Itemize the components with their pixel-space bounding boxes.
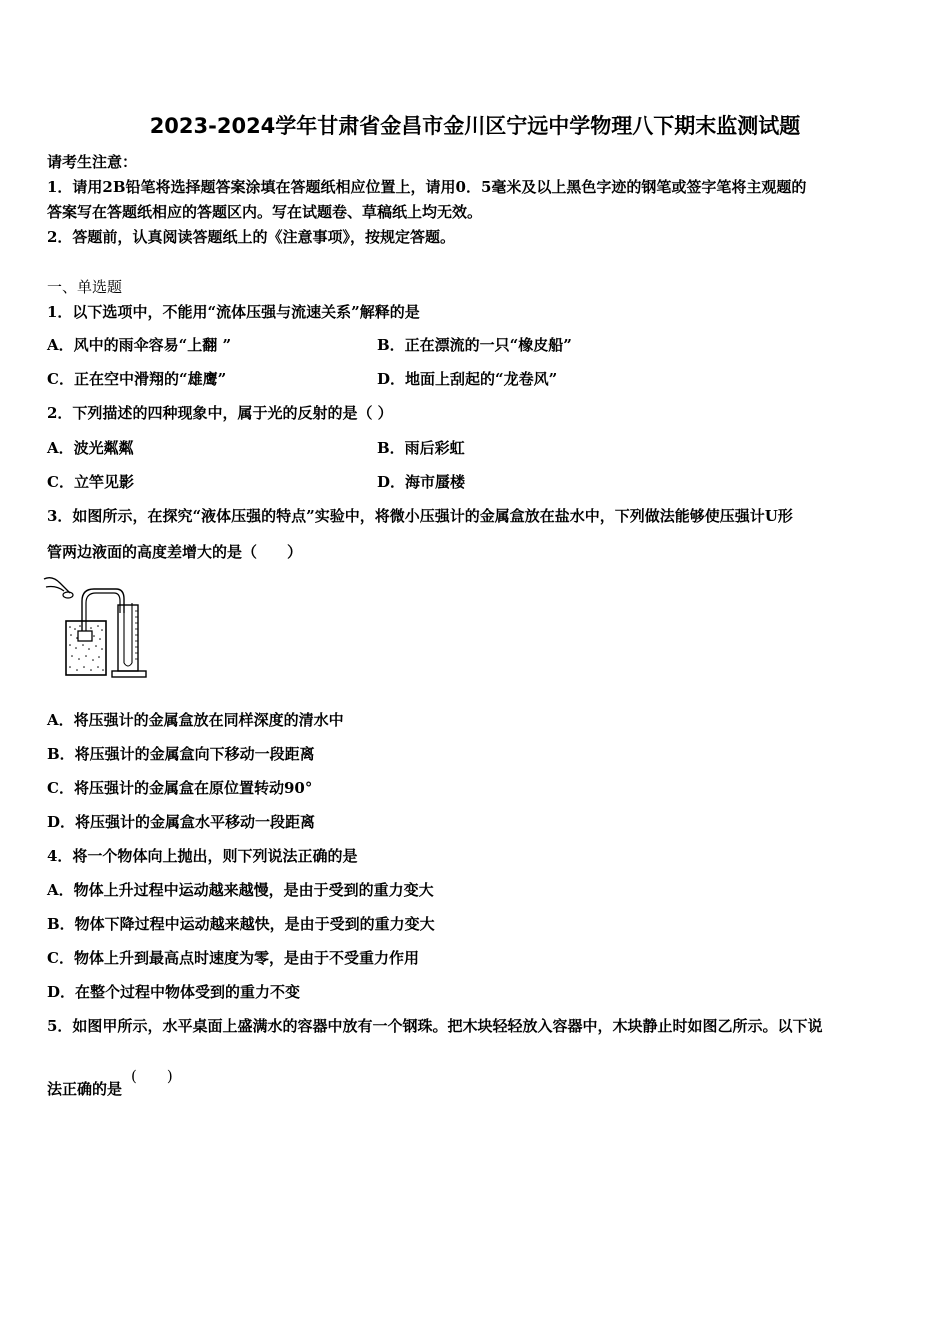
notice-item-1-line-1: 1．请用2B铅笔将选择题答案涂填在答题纸相应位置上，请用0．5毫米及以上黑色字迹的钢笔或签字笔将主观题的 — [47, 178, 807, 196]
question-3-stem-line-1: 3．如图所示，在探究“液体压强的特点”实验中，将微小压强计的金属盒放在盐水中，下列做法能够使压强计U形 — [47, 507, 793, 525]
question-4-stem: 4．将一个物体向上抛出，则下列说法正确的是 — [47, 847, 358, 865]
question-2-option-a: A．波光粼粼 — [47, 439, 134, 457]
question-2-option-c: C．立竿见影 — [47, 473, 134, 491]
question-3-option-a: A．将压强计的金属盒放在同样深度的清水中 — [47, 711, 344, 729]
notice-heading: 请考生注意： — [47, 153, 138, 171]
question-5-stem-line-2: 法正确的是 — [47, 1080, 123, 1098]
question-1-option-d: D．地面上刮起的“龙卷风” — [377, 370, 558, 388]
question-4-option-d: D．在整个过程中物体受到的重力不变 — [47, 983, 301, 1001]
question-2-option-b: B．雨后彩虹 — [377, 439, 465, 457]
question-1-option-a: A．风中的雨伞容易“上翻 ” — [47, 336, 232, 354]
question-1-option-b: B．正在漂流的一只“橡皮船” — [377, 336, 572, 354]
question-2-stem: 2．下列描述的四种现象中，属于光的反射的是（ ） — [47, 404, 393, 422]
question-4-option-a: A．物体上升过程中运动越来越慢，是由于受到的重力变大 — [47, 881, 434, 899]
pressure-gauge-figure — [42, 573, 154, 681]
question-2-option-d: D．海市蜃楼 — [377, 473, 466, 491]
notice-item-1-line-2: 答案写在答题纸相应的答题区内。写在试题卷、草稿纸上均无效。 — [47, 203, 483, 221]
question-4-option-c: C．物体上升到最高点时速度为零，是由于不受重力作用 — [47, 949, 419, 967]
question-5-stem-line-1: 5．如图甲所示，水平桌面上盛满水的容器中放有一个钢珠。把木块轻轻放入容器中，木块静止时如图乙所示。以下说 — [47, 1017, 823, 1035]
question-3-option-b: B．将压强计的金属盒向下移动一段距离 — [47, 745, 315, 763]
question-5-answer-paren: ( ) — [131, 1067, 173, 1085]
question-3-option-d: D．将压强计的金属盒水平移动一段距离 — [47, 813, 316, 831]
page-title: 2023-2024学年甘肃省金昌市金川区宁远中学物理八下期末监测试题 — [149, 114, 801, 138]
question-3-stem-line-2: 管两边液面的高度差增大的是（ ） — [47, 543, 303, 561]
question-4-option-b: B．物体下降过程中运动越来越快，是由于受到的重力变大 — [47, 915, 435, 933]
section-label: 一、单选题 — [47, 278, 123, 296]
question-1-stem: 1．以下选项中，不能用“流体压强与流速关系”解释的是 — [47, 303, 420, 321]
notice-item-2: 2．答题前，认真阅读答题纸上的《注意事项》，按规定答题。 — [47, 228, 455, 246]
question-3-option-c: C．将压强计的金属盒在原位置转动90° — [47, 779, 313, 797]
question-1-option-c: C．正在空中滑翔的“雄鹰” — [47, 370, 227, 388]
